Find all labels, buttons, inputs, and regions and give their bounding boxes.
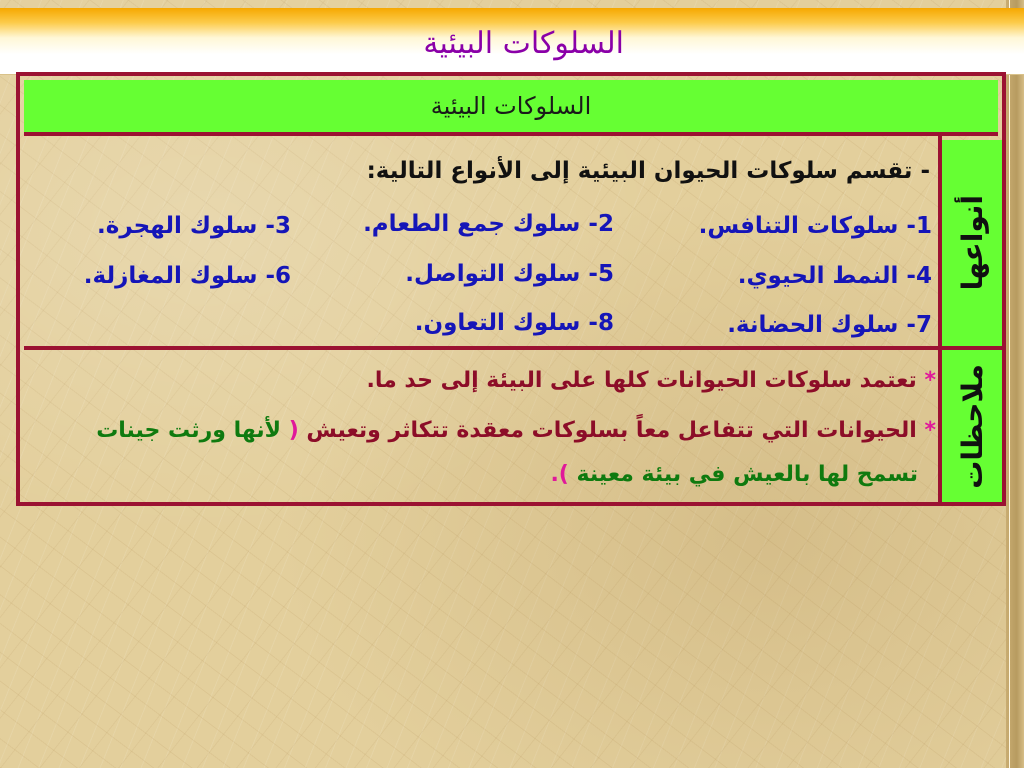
note-2-line-1: [96, 418, 936, 443]
row-divider: [24, 346, 1006, 350]
table-header-row: [24, 80, 998, 136]
notes-label-cell: [942, 350, 1002, 502]
types-label: أنواعها: [955, 195, 989, 291]
note-2-line-2: [550, 462, 918, 487]
type-item-2: 2- سلوك جمع الطعام.: [363, 211, 614, 237]
type-item-7: 7- سلوك الحضانة.: [727, 312, 932, 338]
type-item-5: 5- سلوك التواصل.: [405, 261, 614, 287]
note-1: [366, 368, 936, 393]
type-item-8: 8- سلوك التعاون.: [414, 310, 614, 336]
slide-title: السلوكات البيئية: [423, 26, 624, 61]
decorative-right-border: [1006, 0, 1024, 768]
note-bullet: *: [924, 418, 936, 443]
types-label-cell: [942, 140, 1002, 346]
note-2-main-text: الحيوانات التي تتفاعل معاً بسلوكات معقدة تتكاثر وتعيش: [306, 418, 917, 443]
note-2-green-text-2: تسمح لها بالعيش في بيئة معينة: [576, 462, 918, 487]
type-item-4: 4- النمط الحيوي.: [737, 263, 932, 289]
note-1-text: تعتمد سلوكات الحيوانات كلها على البيئة إلى حد ما.: [366, 368, 917, 393]
types-intro: - تقسم سلوكات الحيوان البيئية إلى الأنواع التالية:: [366, 158, 930, 184]
type-item-1: 1- سلوكات التنافس.: [698, 213, 932, 239]
note-paren-close: ).: [550, 462, 569, 487]
notes-label: ملاحظات: [955, 363, 989, 489]
note-bullet: *: [924, 368, 936, 393]
slide-title-bar: [0, 8, 1024, 75]
type-item-6: 6- سلوك المغازلة.: [83, 263, 291, 289]
note-2-green-text-1: لأنها ورثت جينات: [96, 418, 282, 443]
content-table: [16, 72, 1006, 506]
table-header-text: السلوكات البيئية: [430, 92, 592, 120]
type-item-3: 3- سلوك الهجرة.: [97, 213, 291, 239]
note-paren-open: (: [288, 418, 299, 443]
